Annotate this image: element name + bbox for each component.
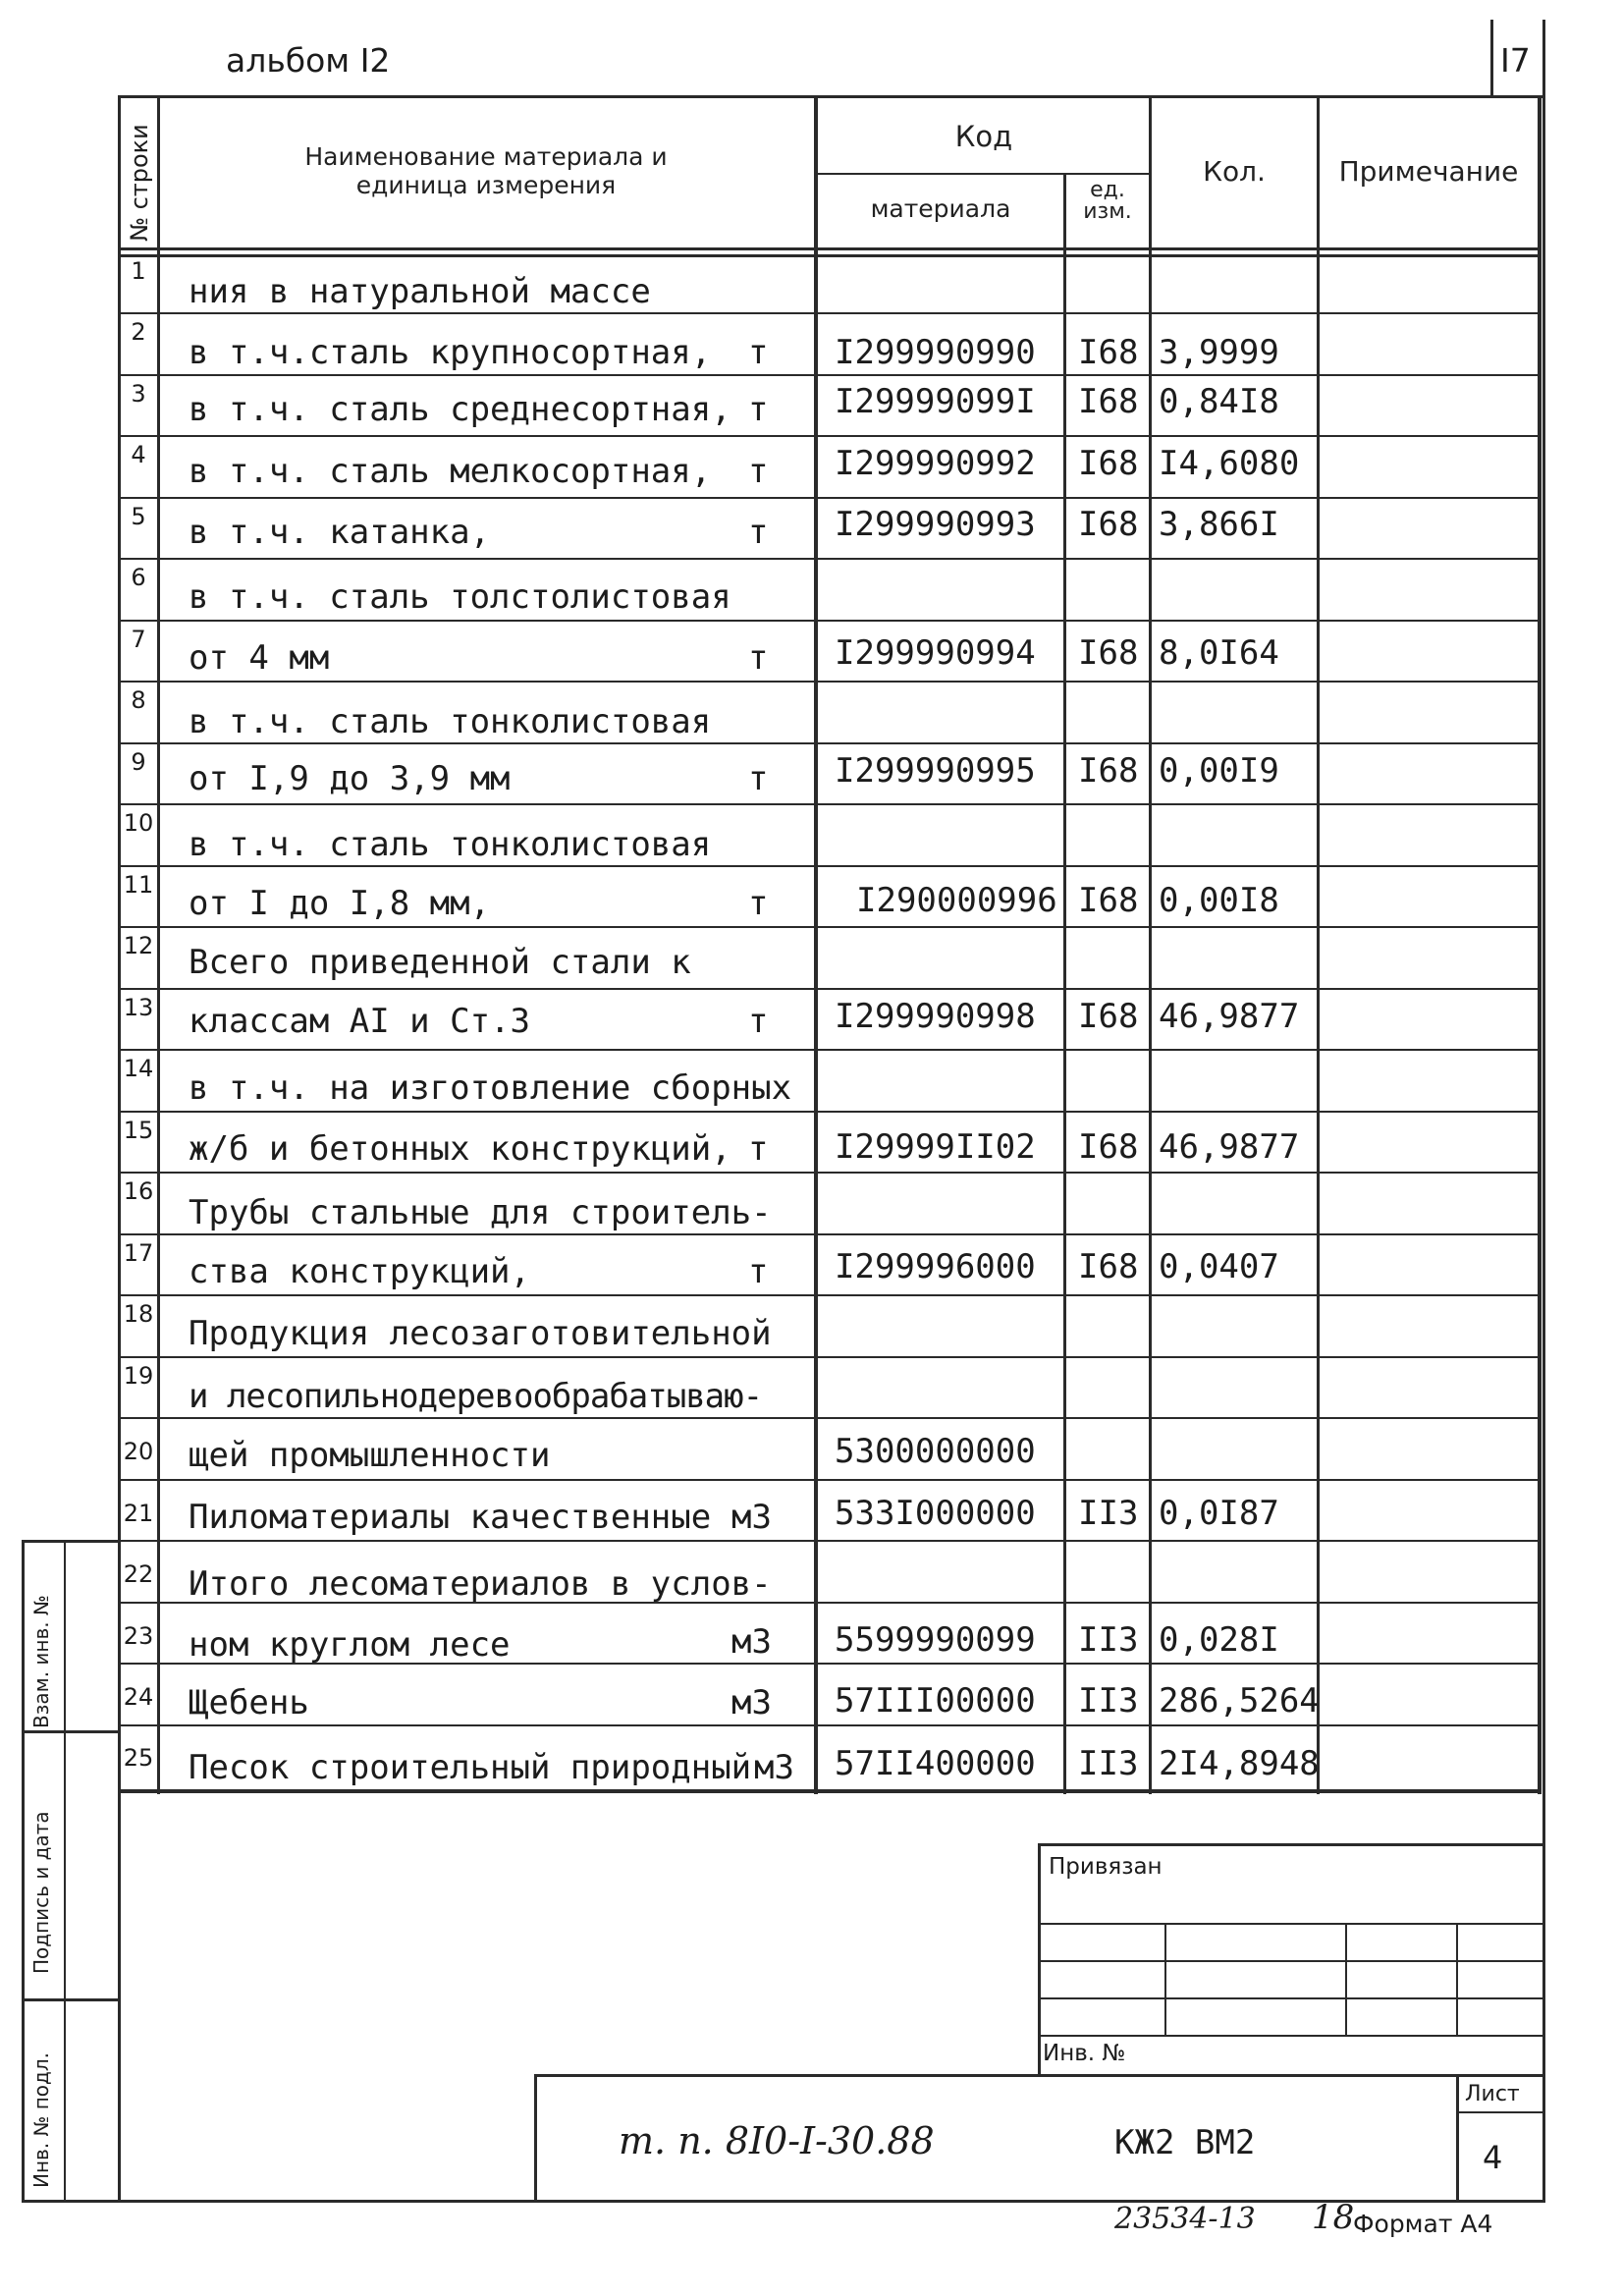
frame-top bbox=[118, 95, 1544, 98]
row-name: Продукция лесозаготовительной bbox=[189, 1314, 772, 1353]
row-uom: I68 bbox=[1078, 1247, 1139, 1286]
row-line-21 bbox=[118, 1540, 1542, 1542]
row-line-19 bbox=[118, 1417, 1542, 1419]
row-name: Щебень bbox=[189, 1683, 309, 1722]
row-line-13 bbox=[118, 1049, 1542, 1051]
row-uom: II3 bbox=[1078, 1681, 1139, 1721]
row-code: 57II400000 bbox=[835, 1744, 1036, 1783]
row-number: 21 bbox=[123, 1500, 154, 1527]
row-code: I299990995 bbox=[835, 751, 1036, 791]
row-qty: 8,0I64 bbox=[1159, 633, 1279, 673]
row-line-3 bbox=[118, 435, 1542, 437]
tb-privyazan-left bbox=[1038, 1843, 1041, 2074]
row-code: I299996000 bbox=[835, 1247, 1036, 1286]
row-name: ж/б и бетонных конструкций, bbox=[189, 1129, 731, 1169]
row-name: Итого лесоматериалов в услов- bbox=[189, 1564, 772, 1604]
tb-grid-v3 bbox=[1456, 1923, 1458, 2037]
row-qty: 3,9999 bbox=[1159, 333, 1279, 372]
row-number: 18 bbox=[123, 1300, 154, 1328]
row-code: I290000996 bbox=[856, 881, 1057, 920]
name-header: Наименование материала и единица измерения bbox=[304, 142, 668, 199]
row-qty: I4,6080 bbox=[1159, 444, 1300, 483]
row-name: от 4 мм bbox=[189, 638, 330, 678]
row-line-7 bbox=[118, 681, 1542, 683]
tb-privyazan-top bbox=[1038, 1843, 1542, 1846]
row-number: 1 bbox=[131, 257, 146, 285]
row-line-2 bbox=[118, 374, 1542, 376]
row-number: 4 bbox=[131, 441, 146, 468]
row-line-20 bbox=[118, 1479, 1542, 1481]
row-qty: 0,0407 bbox=[1159, 1247, 1279, 1286]
row-uom: I68 bbox=[1078, 881, 1139, 920]
qty-header: Кол. bbox=[1203, 155, 1266, 188]
code-header: Код bbox=[954, 120, 1013, 153]
row-unit: м3 bbox=[754, 1748, 794, 1787]
row-name: в т.ч. сталь среднесортная, bbox=[189, 390, 731, 429]
row-name: Пиломатериалы качественные bbox=[189, 1498, 712, 1537]
row-number: 7 bbox=[131, 626, 146, 653]
row-code: 5300000000 bbox=[835, 1432, 1036, 1471]
row-number: 10 bbox=[123, 809, 154, 837]
side-stamp-divider bbox=[64, 1540, 66, 2203]
row-code: I299990992 bbox=[835, 444, 1036, 483]
row-name: ния в натуральной массе bbox=[189, 272, 651, 311]
row-code: 533I000000 bbox=[835, 1494, 1036, 1533]
row-uom: I68 bbox=[1078, 382, 1139, 421]
row-name: Трубы стальные для строитель- bbox=[189, 1193, 772, 1232]
row-line-8 bbox=[118, 742, 1542, 744]
row-qty: 0,0I87 bbox=[1159, 1494, 1279, 1533]
row-line-5 bbox=[118, 558, 1542, 560]
sheet-number-box-left bbox=[1490, 20, 1493, 98]
row-line-1 bbox=[118, 312, 1542, 314]
row-line-16 bbox=[118, 1233, 1542, 1235]
header-bottom-2 bbox=[118, 254, 1542, 257]
note-header: Примечание bbox=[1338, 155, 1519, 188]
row-name: ства конструкций, bbox=[189, 1252, 530, 1291]
side-stamp-sep1 bbox=[22, 1730, 120, 1733]
row-name: в т.ч. катанка, bbox=[189, 513, 491, 552]
row-name: щей промышленности bbox=[189, 1436, 551, 1475]
tb-list-label: Лист bbox=[1465, 2082, 1520, 2106]
row-qty: 46,9877 bbox=[1159, 1127, 1300, 1167]
row-unit: т bbox=[748, 1002, 769, 1041]
tb-list-left bbox=[1456, 2074, 1459, 2202]
row-line-6 bbox=[118, 620, 1542, 622]
row-unit: м3 bbox=[731, 1622, 772, 1662]
row-name: от I,9 до 3,9 мм bbox=[189, 759, 511, 798]
row-uom: I68 bbox=[1078, 1127, 1139, 1167]
row-line-12 bbox=[118, 988, 1542, 990]
row-qty: 46,9877 bbox=[1159, 997, 1300, 1036]
row-number: 11 bbox=[123, 871, 154, 899]
row-number: 12 bbox=[123, 932, 154, 959]
row-line-11 bbox=[118, 926, 1542, 928]
row-number: 24 bbox=[123, 1683, 154, 1711]
row-name: от I до I,8 мм, bbox=[189, 884, 491, 923]
row-number: 15 bbox=[123, 1117, 154, 1144]
row-line-4 bbox=[118, 497, 1542, 499]
tb-list-divider bbox=[1456, 2111, 1542, 2113]
row-code: I29999II02 bbox=[835, 1127, 1036, 1167]
row-unit: т bbox=[748, 333, 769, 372]
row-line-17 bbox=[118, 1294, 1542, 1296]
row-number: 14 bbox=[123, 1055, 154, 1082]
row-number: 8 bbox=[131, 686, 146, 714]
side-stamp-inv-podl: Инв. № подл. bbox=[29, 2052, 53, 2188]
row-uom: I68 bbox=[1078, 333, 1139, 372]
row-number: 17 bbox=[123, 1239, 154, 1267]
row-qty: 3,866I bbox=[1159, 505, 1279, 544]
row-name: в т.ч. сталь тонколистовая bbox=[189, 702, 712, 741]
row-uom: II3 bbox=[1078, 1494, 1139, 1533]
footer-format: Формат А4 bbox=[1353, 2210, 1493, 2238]
row-number: 25 bbox=[123, 1744, 154, 1772]
frame-left bbox=[118, 95, 121, 2202]
row-unit: м3 bbox=[731, 1683, 772, 1722]
album-label: альбом I2 bbox=[226, 41, 391, 80]
footer-order: 23534-13 bbox=[1114, 2202, 1256, 2236]
row-name: Песок строительный природный bbox=[189, 1748, 752, 1787]
row-uom: II3 bbox=[1078, 1744, 1139, 1783]
row-qty: 0,84I8 bbox=[1159, 382, 1279, 421]
row-number: 19 bbox=[123, 1362, 154, 1390]
tb-privyazan: Привязан bbox=[1049, 1854, 1163, 1880]
side-stamp-podpis-data: Подпись и дата bbox=[29, 1811, 53, 1974]
row-name: ном круглом лесе bbox=[189, 1625, 511, 1665]
row-qty: 0,028I bbox=[1159, 1620, 1279, 1660]
row-unit: т bbox=[748, 513, 769, 552]
row-number: 9 bbox=[131, 748, 146, 776]
material-header: материала bbox=[870, 194, 1011, 223]
row-qty: 286,5264 bbox=[1159, 1681, 1320, 1721]
row-number: 6 bbox=[131, 564, 146, 591]
header-code-divider bbox=[814, 173, 1150, 175]
row-line-18 bbox=[118, 1356, 1542, 1358]
row-qty: 0,00I8 bbox=[1159, 881, 1279, 920]
tb-list-value: 4 bbox=[1483, 2139, 1503, 2176]
row-line-10 bbox=[118, 865, 1542, 867]
row-uom: I68 bbox=[1078, 505, 1139, 544]
tb-main-left bbox=[534, 2074, 537, 2202]
row-uom: I68 bbox=[1078, 751, 1139, 791]
side-stamp-sep2 bbox=[22, 1998, 120, 2001]
tb-grid-h1 bbox=[1038, 1923, 1542, 1925]
row-unit: т bbox=[748, 884, 769, 923]
row-qty: 0,00I9 bbox=[1159, 751, 1279, 791]
row-number: 2 bbox=[131, 318, 146, 346]
row-name: Всего приведенной стали к bbox=[189, 943, 691, 982]
tb-grid-v2 bbox=[1345, 1923, 1347, 2037]
row-unit: м3 bbox=[731, 1498, 772, 1537]
row-unit: т bbox=[748, 452, 769, 491]
row-name: в т.ч.сталь крупносортная, bbox=[189, 333, 712, 372]
row-code: I29999099I bbox=[835, 382, 1036, 421]
row-number: 23 bbox=[123, 1622, 154, 1650]
tb-grid-h3 bbox=[1038, 1997, 1542, 1999]
row-line-14 bbox=[118, 1111, 1542, 1113]
row-line-15 bbox=[118, 1172, 1542, 1174]
tb-grid-h2 bbox=[1038, 1960, 1542, 1962]
row-unit: т bbox=[748, 1129, 769, 1169]
row-code: I299990993 bbox=[835, 505, 1036, 544]
tb-main-top bbox=[534, 2074, 1542, 2077]
tb-inv-no: Инв. № bbox=[1043, 2041, 1126, 2066]
row-unit: т bbox=[748, 638, 769, 678]
row-uom: II3 bbox=[1078, 1620, 1139, 1660]
row-number: 3 bbox=[131, 380, 146, 408]
row-name: в т.ч. сталь тонколистовая bbox=[189, 825, 712, 864]
col-line-uom bbox=[1063, 175, 1066, 1794]
row-line-9 bbox=[118, 803, 1542, 805]
footer-copy: 18 bbox=[1312, 2198, 1355, 2237]
row-number: 20 bbox=[123, 1438, 154, 1465]
row-number: 22 bbox=[123, 1560, 154, 1588]
row-uom: I68 bbox=[1078, 997, 1139, 1036]
row-name: в т.ч. сталь толстолистовая bbox=[189, 577, 731, 617]
row-no-header: № строки bbox=[126, 124, 153, 242]
tb-mark: КЖ2 ВМ2 bbox=[1114, 2123, 1256, 2162]
row-name: классам AI и Ст.3 bbox=[189, 1002, 530, 1041]
header-bottom bbox=[118, 247, 1542, 250]
row-number: 13 bbox=[123, 994, 154, 1021]
row-unit: т bbox=[748, 1252, 769, 1291]
row-code: 5599990099 bbox=[835, 1620, 1036, 1660]
row-qty: 2I4,8948 bbox=[1159, 1744, 1320, 1783]
uom-header: ед. изм. bbox=[1083, 178, 1132, 224]
side-stamp-vzam-inv: Взам. инв. № bbox=[29, 1595, 53, 1728]
tb-grid-h4 bbox=[1038, 2035, 1542, 2037]
row-code: I299990994 bbox=[835, 633, 1036, 673]
row-name: в т.ч. на изготовление сборных bbox=[189, 1068, 792, 1108]
row-number: 16 bbox=[123, 1177, 154, 1205]
row-number: 5 bbox=[131, 503, 146, 530]
tb-project: т. п. 8I0-I-30.88 bbox=[619, 2119, 935, 2162]
side-stamp-left bbox=[22, 1540, 25, 2203]
row-name: и лесопильнодеревообрабатываю- bbox=[189, 1377, 763, 1416]
row-line-24 bbox=[118, 1724, 1542, 1726]
side-stamp-top bbox=[22, 1540, 120, 1543]
row-code: I299990990 bbox=[835, 333, 1036, 372]
row-name: в т.ч. сталь мелкосортная, bbox=[189, 452, 712, 491]
tb-grid-v1 bbox=[1164, 1923, 1166, 2037]
row-code: I299990998 bbox=[835, 997, 1036, 1036]
row-unit: т bbox=[748, 390, 769, 429]
row-uom: I68 bbox=[1078, 633, 1139, 673]
row-code: 57III00000 bbox=[835, 1681, 1036, 1721]
sheet-number: I7 bbox=[1500, 41, 1531, 80]
row-uom: I68 bbox=[1078, 444, 1139, 483]
frame-right bbox=[1542, 20, 1545, 2202]
row-unit: т bbox=[748, 759, 769, 798]
table-bottom bbox=[118, 1789, 1542, 1793]
